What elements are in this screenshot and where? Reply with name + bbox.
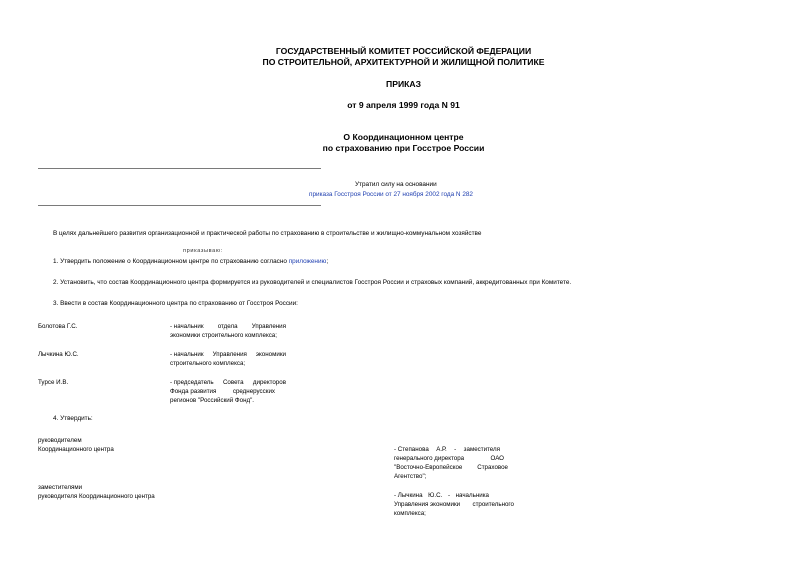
appointment-person	[394, 445, 508, 481]
item-2: 2. Установить, что состав Координационного центра формируется из руководителей и специалистов Госстроя России и страховых компаний, аккредитованных при Комитете.	[53, 279, 572, 286]
committee-name-line1: ГОСУДАРСТВЕННЫЙ КОМИТЕТ РОССИЙСКОЙ ФЕДЕРАЦИИ	[275, 46, 532, 56]
appointment-person-line: - Лычкина Ю.С. - начальника	[394, 492, 489, 499]
repeal-order-link[interactable]: приказа Госстроя России от 27 ноября 2002 года N 282	[309, 191, 473, 198]
document-title-line1: О Координационном центре	[343, 132, 464, 142]
item-1-end: ;	[326, 258, 329, 265]
member-position-line: - председатель Совета директоров	[170, 379, 286, 386]
appointment-role-line: руководителя Координационного центра	[38, 493, 155, 500]
appendix-link[interactable]: приложению	[288, 258, 327, 265]
divider-top	[38, 168, 321, 169]
member-position-line: экономики строительного комплекса;	[170, 332, 277, 339]
member-name: Турсе И.В.	[38, 379, 69, 386]
member-position-line: Фонда развития среднерусских	[170, 388, 275, 395]
committee-name-line2: ПО СТРОИТЕЛЬНОЙ, АРХИТЕКТУРНОЙ И ЖИЛИЩНОЙ ПОЛИТИКЕ	[262, 57, 545, 67]
appointment-role-line: Координационного центра	[38, 446, 114, 453]
item-3: 3. Ввести в состав Координационного центра по страхованию от Госстроя России:	[53, 300, 298, 307]
order-word: приказываю:	[183, 248, 223, 254]
repeal-note: Утратил силу на основании	[355, 181, 437, 188]
appointment-role	[38, 436, 114, 454]
member-position-line: регионов "Российский Фонд".	[170, 397, 255, 404]
document-title-line2: по страхованию при Госстрое России	[322, 143, 485, 153]
document-date-number: от 9 апреля 1999 года N 91	[347, 100, 460, 110]
member-position	[170, 322, 286, 340]
document-type: ПРИКАЗ	[386, 79, 421, 89]
appointment-person-line: Агентство";	[394, 473, 427, 480]
appointment-role	[38, 483, 155, 501]
appointment-person	[394, 491, 514, 518]
appointment-role-line: заместителями	[38, 484, 83, 491]
member-name: Болотова Г.С.	[38, 323, 78, 330]
appointment-person-line: - Степанова А.Р. - заместителя	[394, 446, 500, 453]
member-position-line: - начальник Управления экономики	[170, 351, 286, 358]
member-position	[170, 350, 286, 368]
appointment-person-line: "Восточно-Европейское Страховое	[394, 464, 508, 471]
member-position	[170, 378, 286, 405]
member-name: Лычкина Ю.С.	[38, 351, 79, 358]
item-4: 4. Утвердить:	[53, 415, 93, 422]
appointment-person-line: генерального директора ОАО	[394, 455, 504, 462]
member-position-line: - начальник отдела Управления	[170, 323, 286, 330]
item-1-text: 1. Утвердить положение о Координационном центре по страхованию согласно	[53, 258, 287, 265]
item-1	[53, 257, 328, 266]
divider-bottom	[38, 205, 321, 206]
member-position-line: строительного комплекса;	[170, 360, 246, 367]
appointment-person-line: Управления экономики строительного	[394, 501, 514, 508]
appointment-person-line: комплекса;	[394, 510, 426, 517]
intro-paragraph: В целях дальнейшего развития организационной и практической работы по страхованию в строительстве и жилищно-коммунальном хозяйстве	[53, 230, 482, 237]
appointment-role-line: руководителем	[38, 437, 82, 444]
